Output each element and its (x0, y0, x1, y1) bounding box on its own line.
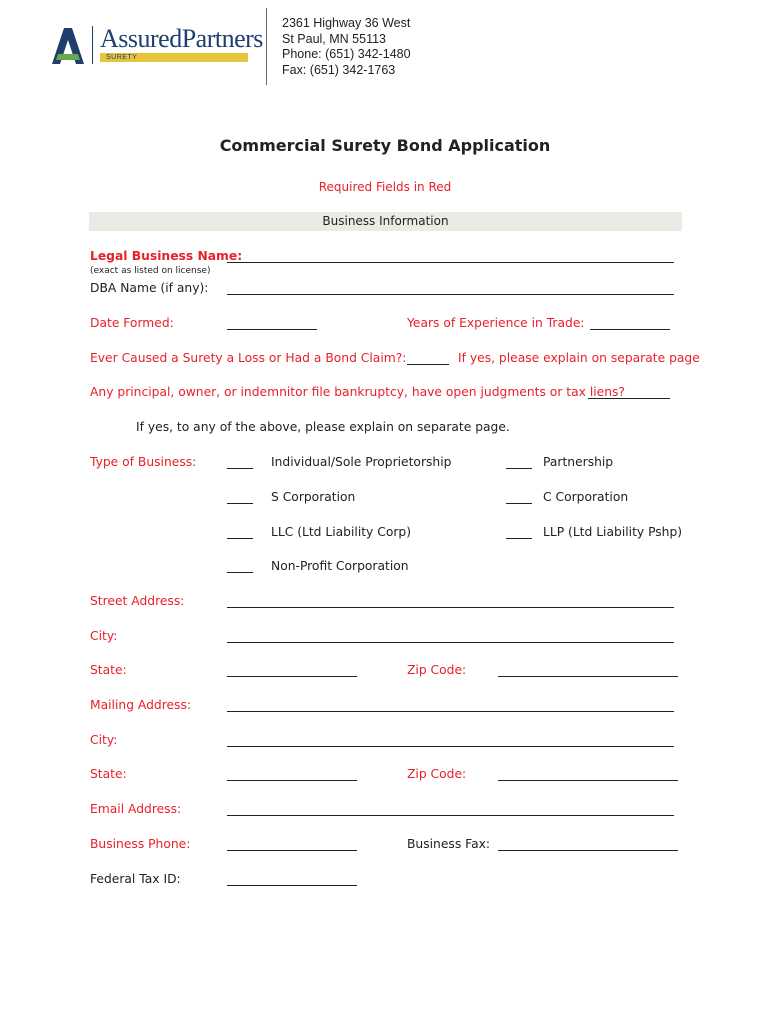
legal-name-label: Legal Business Name: (90, 249, 243, 263)
years-exp-label: Years of Experience in Trade: (407, 316, 585, 330)
company-address (282, 16, 411, 78)
mailing-state-field[interactable] (227, 780, 357, 781)
address-line1: 2361 Highway 36 West (282, 16, 411, 30)
street-address-label: Street Address: (90, 594, 185, 608)
llp-checkbox[interactable] (506, 538, 532, 539)
s-corp-checkbox[interactable] (227, 503, 253, 504)
business-phone-label: Business Phone: (90, 837, 191, 851)
email-field[interactable] (227, 815, 674, 816)
surety-loss-label: Ever Caused a Surety a Loss or Had a Bond Claim?: (90, 351, 407, 365)
city-label: City: (90, 629, 118, 643)
dba-label: DBA Name (if any): (90, 281, 209, 295)
mailing-city-field[interactable] (227, 746, 674, 747)
state-label: State: (90, 663, 127, 677)
legal-name-note: (exact as listed on license) (90, 266, 211, 276)
logo-wordmark: AssuredPartners (100, 24, 263, 53)
city-field[interactable] (227, 642, 674, 643)
legal-name-field[interactable] (227, 262, 674, 263)
surety-loss-note: If yes, please explain on separate page (458, 351, 700, 365)
date-formed-field[interactable] (227, 329, 317, 330)
header-divider (266, 8, 267, 85)
dba-field[interactable] (227, 294, 674, 295)
zip-label: Zip Code: (407, 663, 467, 677)
address-line2: St Paul, MN 55113 (282, 31, 386, 46)
page-title: Commercial Surety Bond Application (219, 136, 551, 155)
years-exp-field[interactable] (590, 329, 670, 330)
type-of-business-label: Type of Business: (90, 455, 197, 469)
federal-tax-id-field[interactable] (227, 885, 357, 886)
explain-note: If yes, to any of the above, please explain on separate page. (136, 420, 510, 434)
mailing-address-field[interactable] (227, 711, 674, 712)
mailing-zip-label: Zip Code: (407, 767, 467, 781)
mailing-city-label: City: (90, 733, 118, 747)
email-label: Email Address: (90, 802, 182, 816)
required-note: Required Fields in Red (318, 180, 452, 194)
mailing-address-label: Mailing Address: (90, 698, 192, 712)
business-fax-label: Business Fax: (407, 837, 491, 851)
logo (48, 24, 263, 74)
street-address-field[interactable] (227, 607, 674, 608)
individual-option: Individual/Sole Proprietorship (271, 455, 452, 469)
section-header: Business Information (322, 214, 449, 228)
business-fax-field[interactable] (498, 850, 678, 851)
nonprofit-checkbox[interactable] (227, 572, 253, 573)
bankruptcy-field[interactable] (588, 398, 670, 399)
federal-tax-id-label: Federal Tax ID: (90, 872, 181, 886)
mailing-zip-field[interactable] (498, 780, 678, 781)
s-corp-option: S Corporation (271, 490, 356, 504)
business-phone-field[interactable] (227, 850, 357, 851)
partnership-checkbox[interactable] (506, 468, 532, 469)
zip-field[interactable] (498, 676, 678, 677)
state-field[interactable] (227, 676, 357, 677)
c-corp-option: C Corporation (543, 490, 629, 504)
c-corp-checkbox[interactable] (506, 503, 532, 504)
logo-mark-icon (48, 26, 88, 66)
bankruptcy-label: Any principal, owner, or indemnitor file bankruptcy, have open judgments or tax liens? (90, 385, 625, 399)
llp-option: LLP (Ltd Liability Pshp) (543, 525, 683, 539)
address-fax: Fax: (651) 342-1763 (282, 62, 396, 77)
logo-tagline: SURETY (106, 54, 138, 61)
individual-checkbox[interactable] (227, 468, 253, 469)
nonprofit-option: Non-Profit Corporation (271, 559, 409, 573)
llc-option: LLC (Ltd Liability Corp) (271, 525, 412, 539)
llc-checkbox[interactable] (227, 538, 253, 539)
mailing-state-label: State: (90, 767, 127, 781)
address-phone: Phone: (651) 342-1480 (282, 47, 411, 61)
partnership-option: Partnership (543, 455, 614, 469)
surety-loss-field[interactable] (407, 364, 449, 365)
date-formed-label: Date Formed: (90, 316, 174, 330)
